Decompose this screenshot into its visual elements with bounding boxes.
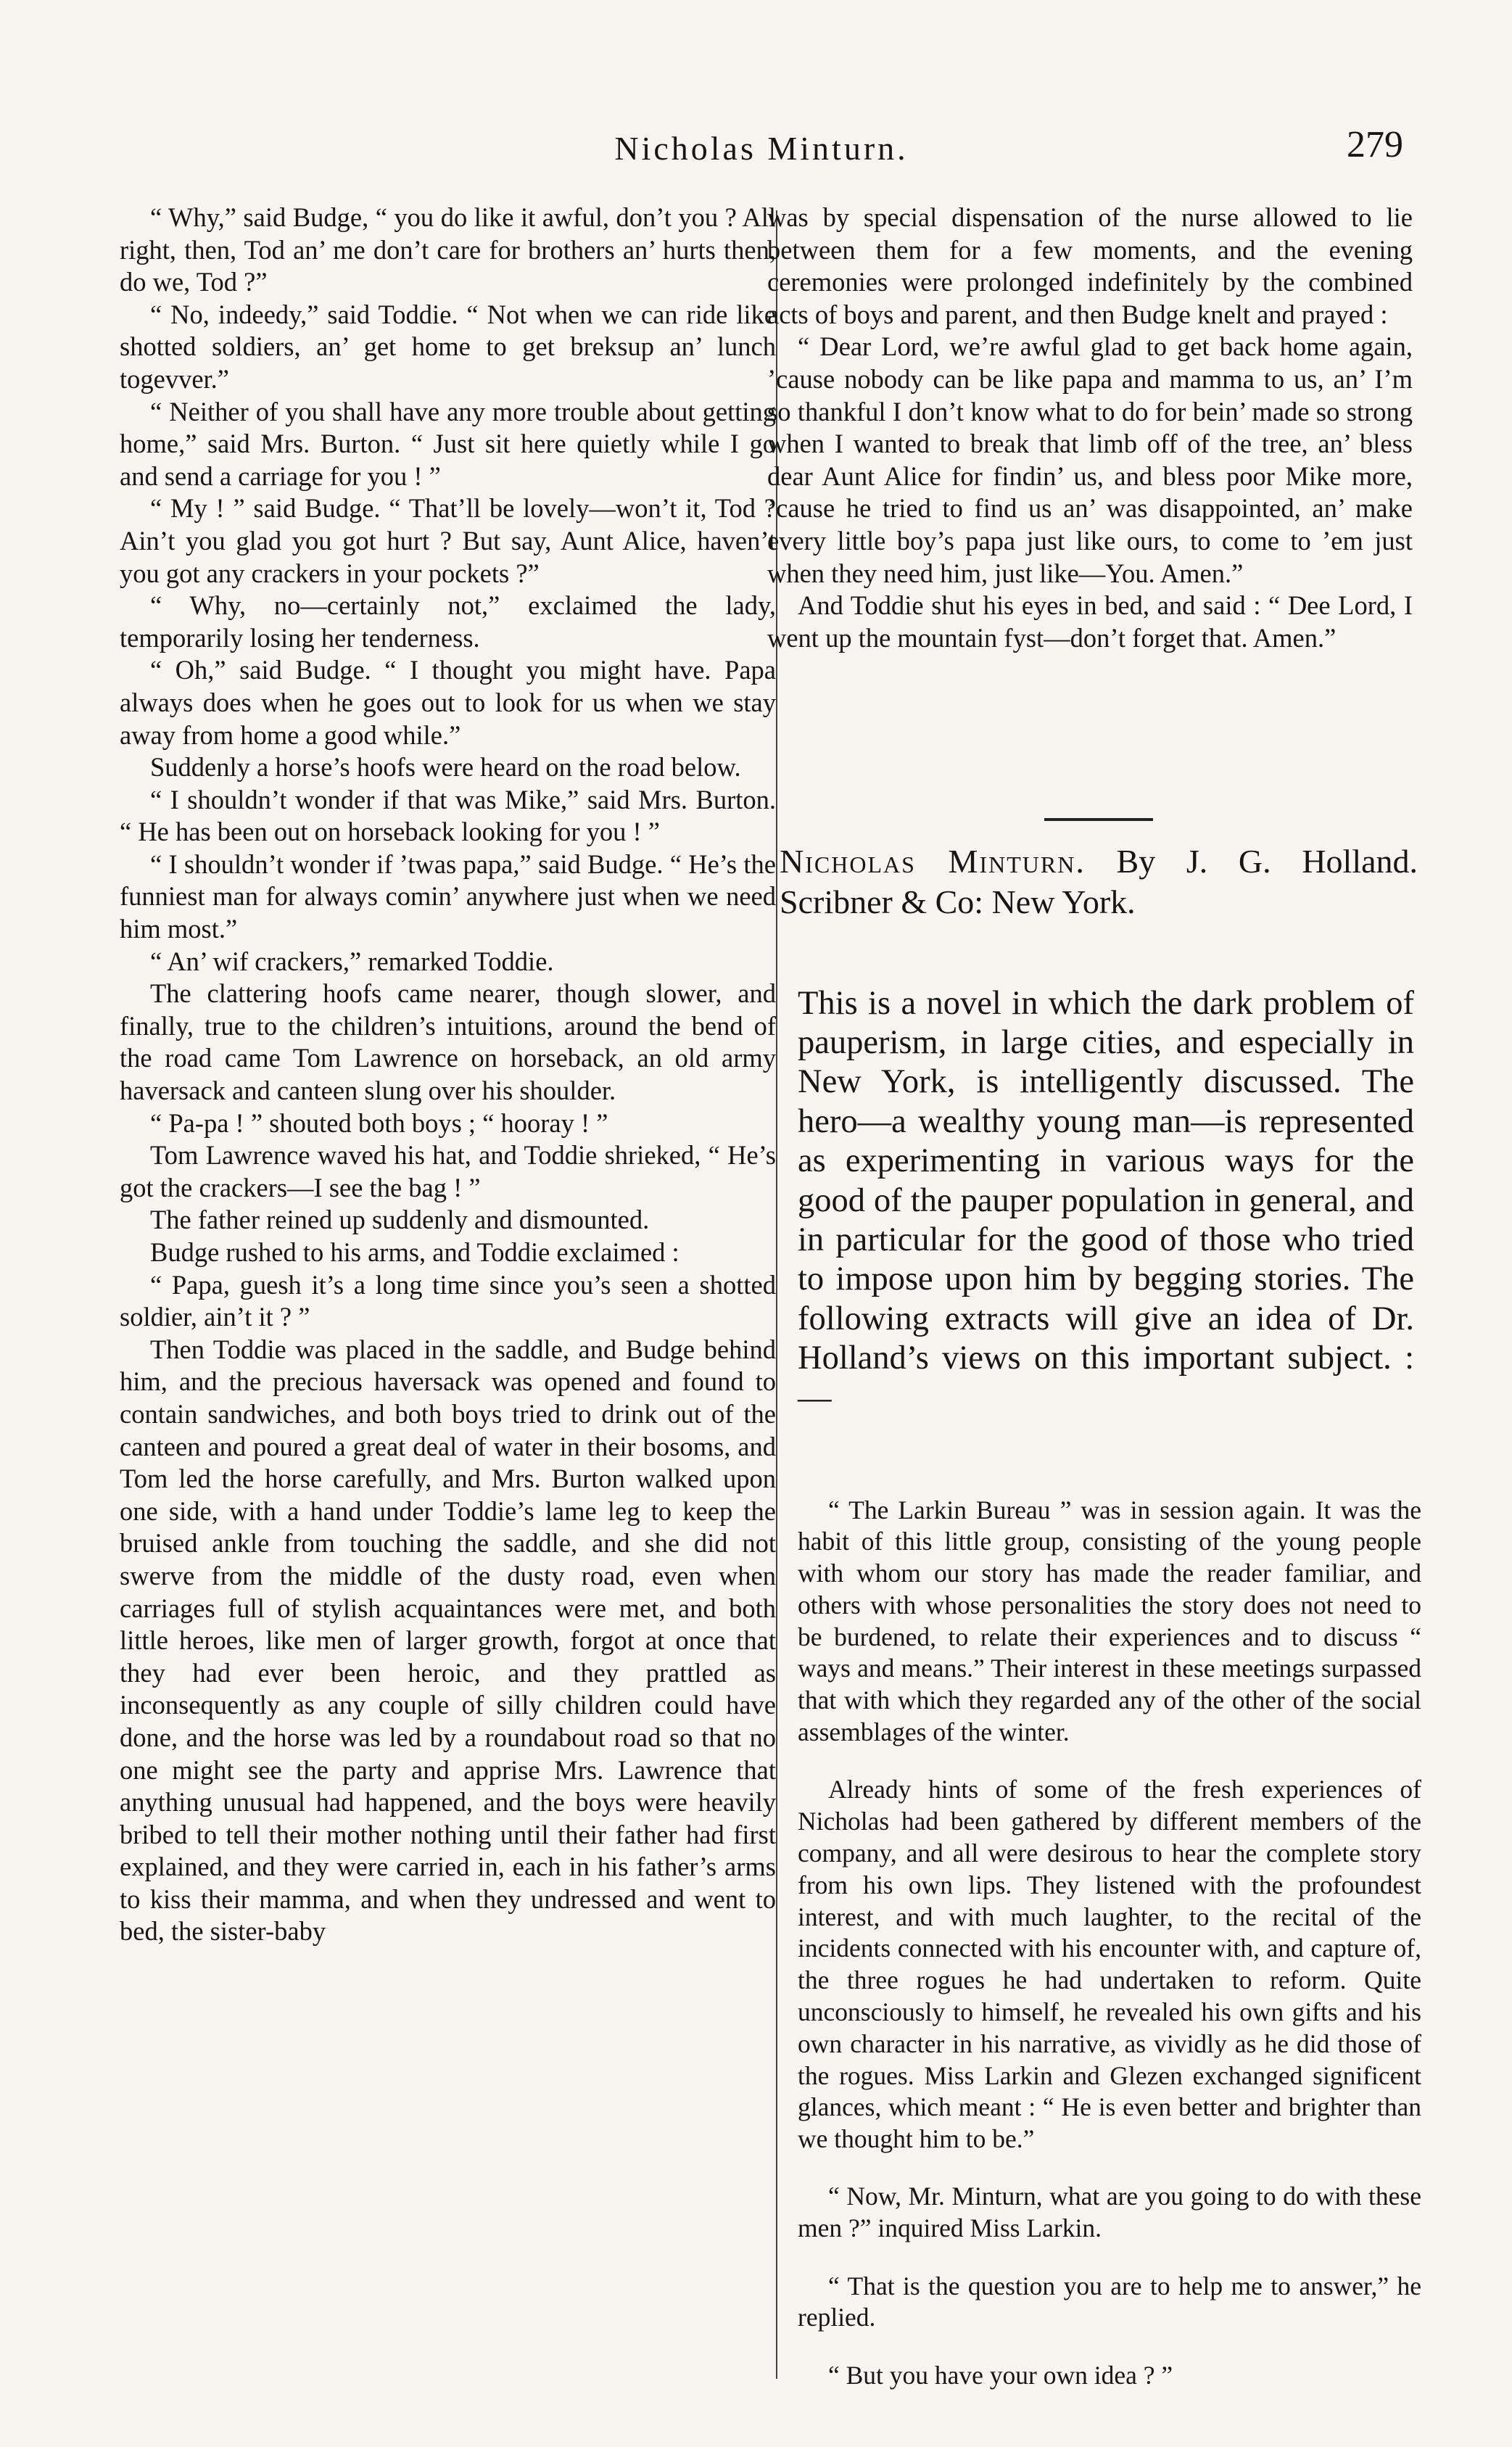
paragraph: Already hints of some of the fresh experiences of Nicholas had been gathered by different members of the company, and all were desirous to hear the complete story from his own lips. They listened with the profoundest interest, and with much laughter, to the recital of the incidents connected with his encounter with, and capture of, the three rogues he had undertaken to reform. Quite unconsciously to himself, he revealed his own gifts and his own character in his narrative, as vividly as he did those of the rogues. Miss Larkin and Glezen exchanged significent glances, which meant : “ He is even better and brighter than we thought him to be.”: [798, 1775, 1421, 2154]
paragraph: Budge rushed to his arms, and Toddie exclaimed :: [150, 1237, 679, 1267]
paragraph: Then Toddie was placed in the saddle, and Budge behind him, and the precious haversack was opened and found to contain sandwiches, and both boys tried to drink out of the canteen and poured a great deal of water in their bosoms, and Tom led the horse carefully, and Mrs. Burton walked upon one side, with a hand under Toddie’s lame leg to keep the bruised ankle from touching the saddle, and she did not swerve from the middle of the dusty road, even when carriages full of stylish acquaintances were met, and both little heroes, like men of larger growth, forgot at once that they had ever been heroic, and they prattled as inconsequently as any couple of silly children could have done, and the horse was led by a roundabout road so that no one might see the party and apprise Mrs. Lawrence that anything unusual had happened, and the boys were heavily bribed to tell their mother nothing until their father had first explained, and they were carried in, each in his father’s arms to kiss their mamma, and when they undressed and went to bed, the sister-baby: [120, 1334, 776, 1947]
paragraph: Tom Lawrence waved his hat, and Toddie shrieked, “ He’s got the crackers—I see the bag ! ”: [120, 1140, 776, 1202]
paragraph: The clattering hoofs came nearer, though slower, and finally, true to the children’s intuitions, around the bend of the road came Tom Lawrence on horseback, an old army haversack and canteen slung over his shoulder.: [120, 978, 776, 1106]
review-intro: [798, 950, 1414, 1451]
running-header: [116, 123, 1407, 174]
page-number: 279: [1347, 124, 1403, 165]
paragraph: “ No, indeedy,” said Toddie. “ Not when we can ride like shotted soldiers, an’ get home to get breksup an’ lunch togevver.”: [120, 299, 776, 394]
paragraph: “ Why, no—certainly not,” exclaimed the lady, temporarily losing her tenderness.: [120, 590, 776, 653]
paragraph: The father reined up suddenly and dismounted.: [150, 1205, 650, 1235]
paragraph: was by special dispensation of the nurse allowed to lie between them for a few moments, and the evening ceremonies were prolonged indefinitely by the combined acts of boys and parent, and then Budge knelt and prayed :: [767, 202, 1413, 329]
review-book-title: Nicholas Minturn.: [780, 843, 1086, 880]
review-heading: [780, 841, 1418, 923]
paragraph: “ Oh,” said Budge. “ I thought you might have. Papa always does when he goes out to look for us when we stay away from home a good while.”: [120, 655, 776, 750]
paragraph: “ The Larkin Bureau ” was in session again. It was the habit of this little group, consisting of the young people with whom our story has made the reader familiar, and others with whose personalities the story does not need to be burdened, to relate their experiences and to discuss “ ways and means.” Their interest in these meetings surpassed that with which they regarded any of the other of the social assemblages of the winter.: [798, 1495, 1421, 1747]
paragraph: “ I shouldn’t wonder if that was Mike,” said Mrs. Burton. “ He has been out on horseback looking for you ! ”: [120, 784, 776, 847]
paragraph: “ But you have your own idea ? ”: [828, 2360, 1173, 2390]
right-column-top: [767, 202, 1413, 654]
paragraph: “ Now, Mr. Minturn, what are you going to do with these men ?” inquired Miss Larkin.: [798, 2182, 1421, 2243]
review-intro-text: This is a novel in which the dark problem of pauperism, in large cities, and especially in New York, is intelligently discussed. The hero—a wealthy young man—is represented as experimenting in various ways for the good of the pauper population in general, and in particular for the good of those who tried to impose upon him by begging stories. The following extracts will give an idea of Dr. Holland’s views on this important subject. :—: [798, 984, 1414, 1416]
paragraph: “ Pa-pa ! ” shouted both boys ; “ hooray ! ”: [150, 1107, 608, 1138]
paragraph: “ Why,” said Budge, “ you do like it awful, don’t you ? All right, then, Tod an’ me don’t care for brothers an’ hurts then, do we, Tod ?”: [120, 202, 776, 297]
paragraph: “ Papa, guesh it’s a long time since you’s seen a shotted soldier, ain’t it ? ”: [120, 1269, 776, 1332]
running-title: Nicholas Minturn.: [614, 130, 909, 167]
paragraph: “ An’ wif crackers,” remarked Toddie.: [150, 946, 554, 976]
paragraph: Suddenly a horse’s hoofs were heard on the road below.: [150, 752, 741, 783]
left-column: [120, 202, 776, 1948]
paragraph: “ Neither of you shall have any more trouble about getting home,” said Mrs. Burton. “ Just sit here quietly while I go and send a carriage for you ! ”: [120, 396, 776, 491]
paragraph: “ Dear Lord, we’re awful glad to get back home again, ’cause nobody can be like papa and mamma to us, an’ I’m so thankful I don’t know what to do for bein’ made so strong when I wanted to break that limb off of the tree, an’ bless dear Aunt Alice for findin’ us, and bless poor Mike more, ’cause he tried to find us an’ was disappointed, an’ make every little boy’s papa just like ours, to come to ’em just when they need him, just like—You. Amen.”: [767, 331, 1413, 588]
section-divider: [1044, 818, 1153, 821]
paragraph: “ I shouldn’t wonder if ’twas papa,” said Budge. “ He’s the funniest man for always comin’ anywhere just when we need him most.”: [120, 849, 776, 944]
review-byline: By J. G. Holland. Scribner & Co: New York.: [780, 843, 1418, 920]
paragraph: “ That is the question you are to help me to answer,” he replied.: [798, 2271, 1421, 2332]
paragraph: And Toddie shut his eyes in bed, and said : “ Dee Lord, I went up the mountain fyst—don’t forget that. Amen.”: [767, 590, 1413, 653]
right-column-bottom: [798, 1469, 1421, 2417]
paragraph: “ My ! ” said Budge. “ That’ll be lovely—won’t it, Tod ? Ain’t you glad you got hurt ? But say, Aunt Alice, haven’t you got any crackers in your pockets ?”: [120, 493, 776, 588]
